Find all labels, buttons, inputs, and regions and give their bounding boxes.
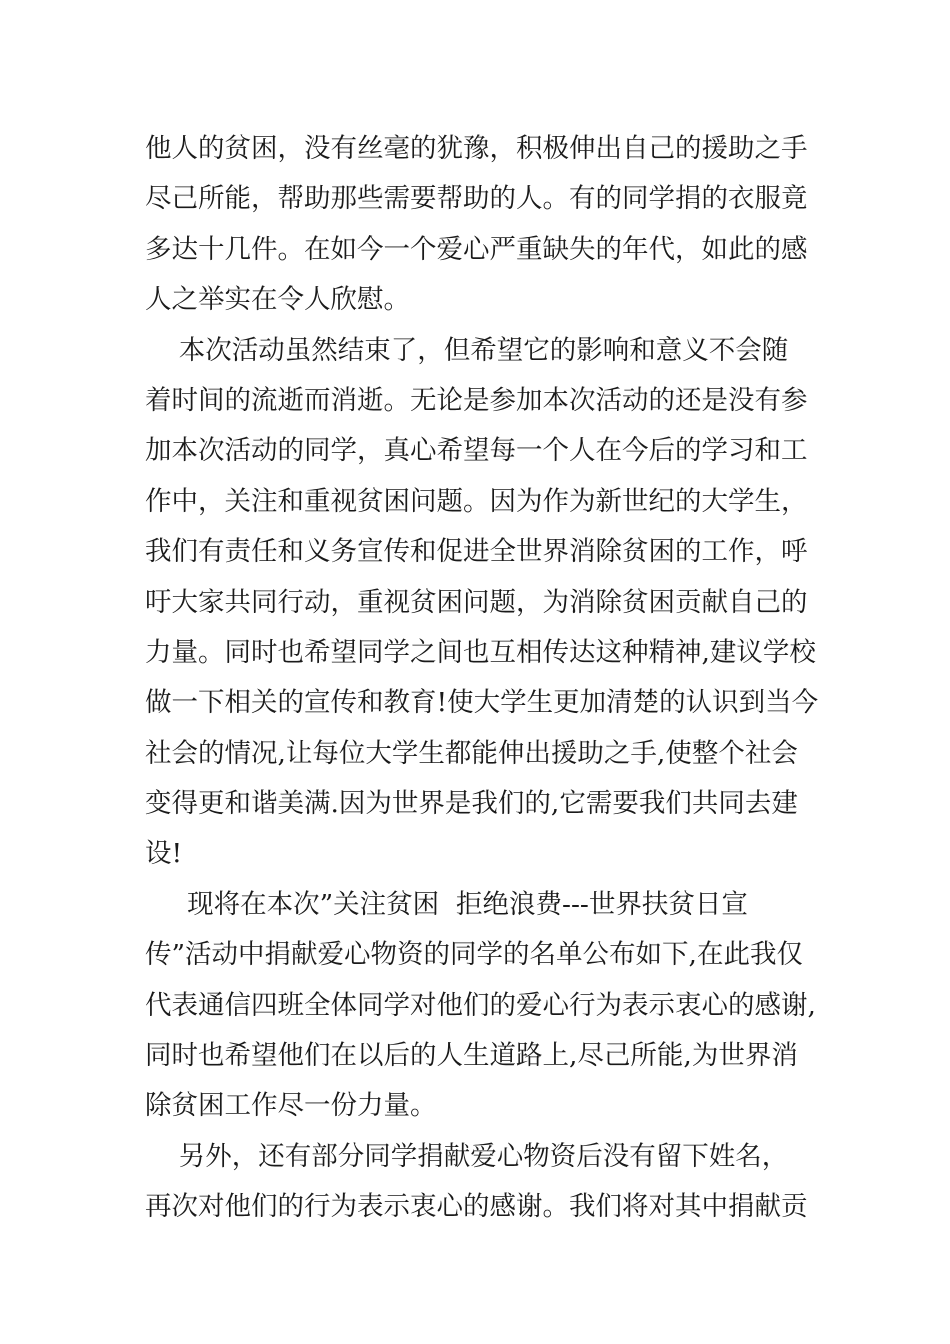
text-line: 传”活动中捐献爱心物资的同学的名单公布如下,在此我仅	[145, 939, 803, 971]
paragraph-start-line: 本次活动虽然结束了，但希望它的影响和意义不会随	[145, 334, 789, 366]
text-line: 除贫困工作尽一份力量。	[145, 1090, 437, 1122]
paragraph-start-line: 现将在本次”关注贫困 拒绝浪费---世界扶贫日宣	[145, 888, 748, 920]
text-line: 加本次活动的同学，真心希望每一个人在今后的学习和工	[145, 435, 808, 467]
text-line: 人之举实在令人欣慰。	[145, 284, 410, 316]
text-line: 再次对他们的行为表示衷心的感谢。我们将对其中捐献贡	[145, 1191, 808, 1223]
text-line: 同时也希望他们在以后的人生道路上,尽己所能,为世界消	[145, 1040, 798, 1072]
paragraph-start-line: 另外，还有部分同学捐献爱心物资后没有留下姓名，	[145, 1140, 789, 1172]
text-line: 变得更和谐美满.因为世界是我们的,它需要我们共同去建	[145, 788, 798, 820]
text-line: 我们有责任和义务宣传和促进全世界消除贫困的工作，呼	[145, 536, 808, 568]
text-line: 代表通信四班全体同学对他们的爱心行为表示衷心的感谢,	[145, 989, 816, 1021]
text-line: 多达十几件。在如今一个爱心严重缺失的年代，如此的感	[145, 233, 808, 265]
text-line: 尽己所能，帮助那些需要帮助的人。有的同学捐的衣服竟	[145, 183, 808, 215]
text-line: 作中，关注和重视贫困问题。因为作为新世纪的大学生，	[145, 485, 808, 517]
text-line: 做一下相关的宣传和教育!使大学生更加清楚的认识到当今	[145, 687, 819, 719]
text-line: 设!	[145, 838, 183, 870]
text-line: 社会的情况,让每位大学生都能伸出援助之手,使整个社会	[145, 737, 798, 769]
body-text	[145, 124, 819, 1233]
text-line: 着时间的流逝而消逝。无论是参加本次活动的还是没有参	[145, 384, 808, 416]
text-line: 力量。同时也希望同学之间也互相传达这种精神,建议学校	[145, 636, 816, 668]
text-line: 吁大家共同行动，重视贫困问题，为消除贫困贡献自己的	[145, 586, 808, 618]
text-line: 他人的贫困，没有丝毫的犹豫，积极伸出自己的援助之手	[145, 133, 808, 164]
